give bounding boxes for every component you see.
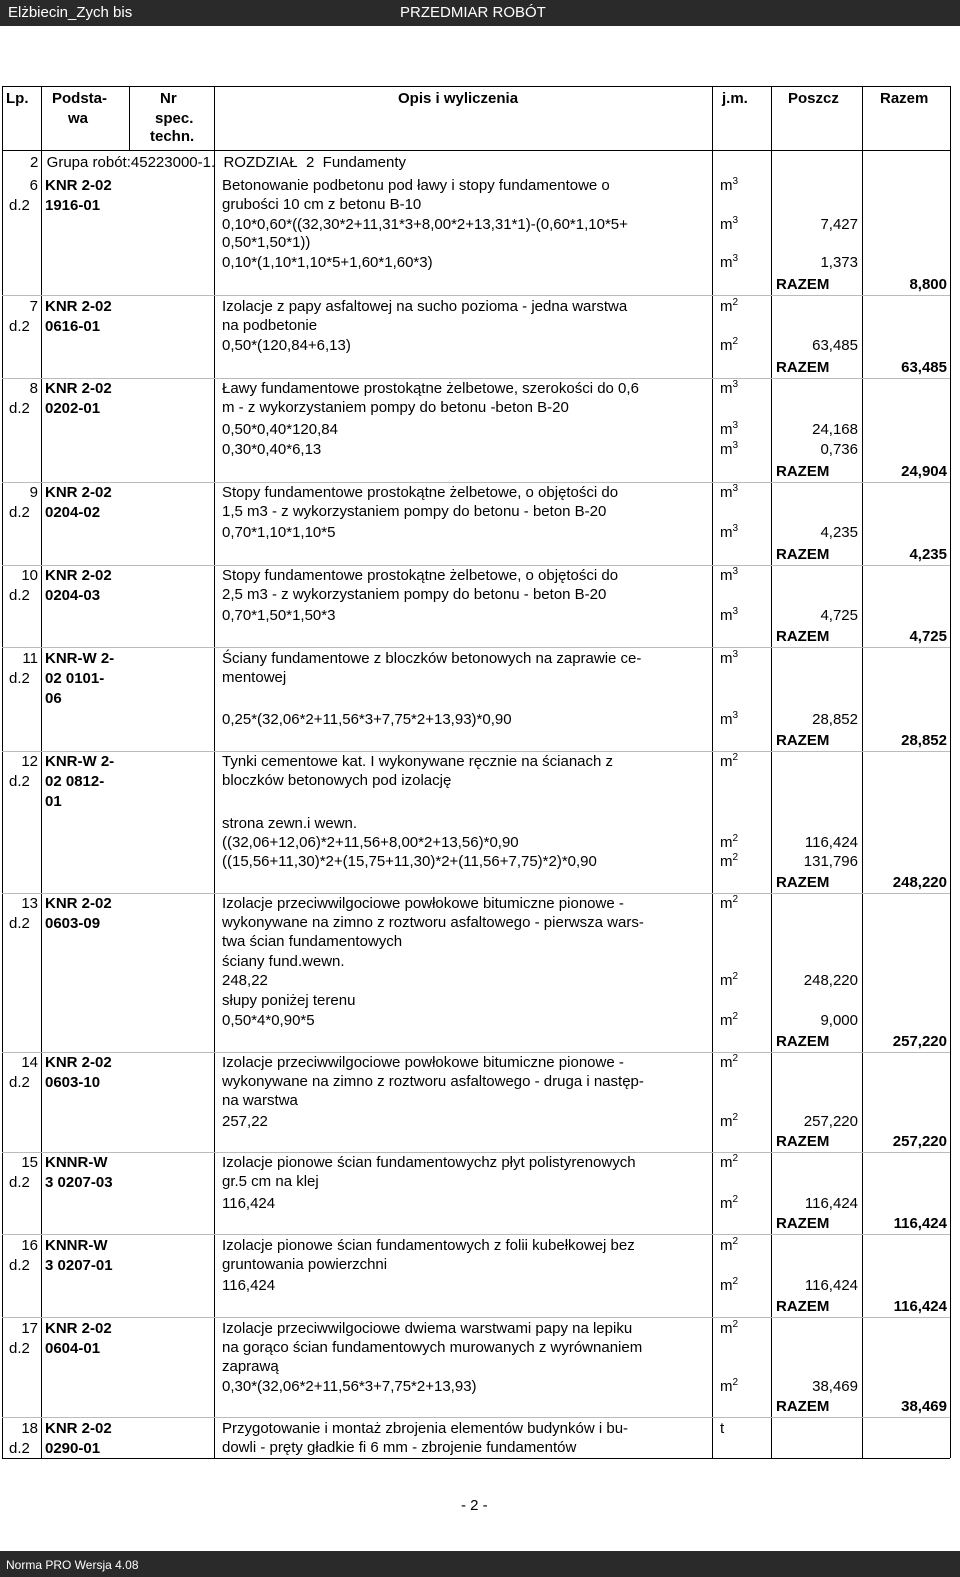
calc-value: 4,725 [820,607,858,624]
item-number: 8 [29,380,38,397]
row-separator [2,647,950,648]
calc-unit: $m^2$ [720,336,739,354]
item-description: Przygotowanie i montaż zbrojenia elementów budynków i bu- [222,1420,629,1437]
footer-bar [0,1551,960,1577]
calc-formula: 0,30*0,40*6,13 [222,441,322,458]
col-border [41,86,42,1458]
item-description: Stopy fundamentowe prostokątne żelbetowe, o objętości do [222,484,619,501]
item-unit: $m^3$ [720,649,739,667]
item-spec-code: KNR-W 2- [45,753,115,770]
item-unit: $m^2$ [720,1319,739,1337]
col-podstawa-header: Podsta- [52,90,108,107]
razem-label: RAZEM [776,1033,830,1050]
calc-formula: 0,50*(120,84+6,13) [222,337,351,354]
calc-formula: 116,424 [222,1195,276,1212]
table-top-border [2,86,950,87]
software-version: Norma PRO Wersja 4.08 [6,1558,139,1572]
item-spec-code: 3 0207-01 [45,1257,113,1274]
item-description: gruntowania powierzchni [222,1256,388,1273]
item-number: 17 [21,1320,38,1337]
calc-unit: $m^3$ [720,523,739,541]
calc-unit: $m^3$ [720,440,739,458]
razem-value: 4,725 [909,628,947,645]
razem-value: 116,424 [893,1298,947,1315]
item-spec-code: 0616-01 [45,318,101,335]
item-subsection: d.2 [9,670,30,687]
calc-formula: 0,70*1,50*1,50*3 [222,607,336,624]
item-description: Tynki cementowe kat. I wykonywane ręcznie na ścianach z [222,753,614,770]
calc-value: 24,168 [812,421,858,438]
item-unit: $m^2$ [720,1236,739,1254]
row-separator [2,482,950,483]
item-spec-code: KNR-W 2- [45,650,115,667]
calc-unit: $m^2$ [720,1112,739,1130]
item-spec-code: 3 0207-03 [45,1174,113,1191]
calc-formula: 248,22 [222,972,268,989]
item-description: twa ścian fundamentowych [222,933,403,950]
item-spec-code: 01 [45,793,62,810]
item-spec-code: 0204-03 [45,587,101,604]
item-description: grubości 10 cm z betonu B-10 [222,196,422,213]
col-lp-header: Lp. [6,90,29,107]
calc-value: 63,485 [812,337,858,354]
razem-label: RAZEM [776,463,830,480]
calc-formula: 0,50*4*0,90*5 [222,1012,315,1029]
item-description: Betonowanie podbetonu pod ławy i stopy fundamentowe o [222,177,610,194]
calc-value: 28,852 [812,711,858,728]
item-number: 6 [29,177,38,194]
item-spec-code: 0603-10 [45,1074,101,1091]
item-description: Ściany fundamentowe z bloczków betonowych na zaprawie ce- [222,650,642,667]
item-description: Izolacje z papy asfaltowej na sucho pozioma - jedna warstwa [222,298,628,315]
table-bottom-border [2,1458,950,1459]
col-poszcz-header: Poszcz [788,90,839,107]
col-nr-header: Nr [160,90,177,107]
item-spec-code: 1916-01 [45,197,101,214]
item-spec-code: KNR 2-02 [45,380,112,397]
item-description: na warstwa [222,1092,298,1109]
razem-label: RAZEM [776,276,830,293]
col-jm-header: j.m. [722,90,748,107]
row-separator [2,378,950,379]
razem-value: 257,220 [892,1133,947,1150]
razem-value: 248,220 [892,874,947,891]
item-spec-code: 02 0101- [45,670,105,687]
item-spec-code: 0202-01 [45,400,101,417]
item-description: na podbetonie [222,317,318,334]
razem-value: 116,424 [893,1215,947,1232]
row-separator [2,1234,950,1235]
item-unit: $m^3$ [720,483,739,501]
item-description: Izolacje pionowe ścian fundamentowychz płyt polistyrenowych [222,1154,636,1171]
calc-unit: $m^3$ [720,710,739,728]
razem-label: RAZEM [776,1133,830,1150]
item-subsection: d.2 [9,1440,30,1457]
item-spec-code: 02 0812- [45,773,105,790]
item-description: Izolacje przeciwwilgociowe dwiema warstwami papy na lepiku [222,1320,633,1337]
col-border [771,86,772,1458]
item-unit: $m^3$ [720,566,739,584]
calc-value: 7,427 [820,216,858,233]
col-nr-header-3: techn. [150,128,195,145]
item-number: 16 [21,1237,38,1254]
razem-value: 28,852 [901,732,947,749]
item-number: 9 [29,484,38,501]
calc-unit: $m^2$ [720,1377,739,1395]
item-number: 13 [21,895,38,912]
col-border [862,86,863,1458]
calc-formula: 0,50*1,50*1)) [222,234,311,251]
item-description: mentowej [222,669,287,686]
item-subsection: d.2 [9,1174,30,1191]
col-nr-header-2: spec. [155,110,194,127]
col-opis-header: Opis i wyliczenia [398,90,519,107]
item-description: wykonywane na zimno z roztworu asfaltowego - druga i następ- [222,1073,644,1090]
row-separator [2,295,950,296]
item-unit: $m^3$ [720,379,739,397]
razem-label: RAZEM [776,628,830,645]
calc-value: 9,000 [820,1012,858,1029]
item-description: Izolacje przeciwwilgociowe powłokowe bitumiczne pionowe - [222,895,624,912]
razem-label: RAZEM [776,1298,830,1315]
calc-value: 4,235 [820,524,858,541]
item-unit: $m^2$ [720,1153,739,1171]
calc-value: 257,220 [803,1113,858,1130]
col-border [214,86,215,1458]
project-name: Elżbiecin_Zych bis [8,4,133,21]
row-separator [2,1152,950,1153]
item-description: na gorąco ścian fundamentowych murowanych z wyrównaniem [222,1339,643,1356]
calc-formula: 116,424 [222,1277,276,1294]
razem-value: 38,469 [901,1398,947,1415]
calc-value: 1,373 [820,254,858,271]
item-number: 18 [21,1420,38,1437]
item-description: 2,5 m3 - z wykorzystaniem pompy do betonu - beton B-20 [222,586,607,603]
calc-value: 248,220 [803,972,858,989]
item-description: dowli - pręty gładkie fi 6 mm - zbrojenie fundamentów [222,1439,577,1456]
calc-formula: 0,30*(32,06*2+11,56*3+7,75*2+13,93) [222,1378,477,1395]
row-separator [2,1417,950,1418]
item-spec-code: KNR 2-02 [45,177,112,194]
razem-value: 63,485 [901,359,947,376]
item-number: 14 [21,1054,38,1071]
item-description: gr.5 cm na klej [222,1173,319,1190]
razem-label: RAZEM [776,1215,830,1232]
item-description: bloczków betonowych pod izolację [222,772,452,789]
calc-value: 131,796 [803,853,858,870]
calc-formula: 0,25*(32,06*2+11,56*3+7,75*2+13,93)*0,90 [222,711,512,728]
item-subsection: d.2 [9,197,30,214]
item-subsection: d.2 [9,587,30,604]
item-description: Izolacje pionowe ścian fundamentowych z folii kubełkowej bez [222,1237,635,1254]
row-separator [2,893,950,894]
calc-unit: $m^3$ [720,215,739,233]
calc-value: 38,469 [812,1378,858,1395]
calc-note: strona zewn.i wewn. [222,815,358,832]
item-spec-code: KNR 2-02 [45,298,112,315]
item-description: zaprawą [222,1358,279,1375]
calc-note: słupy poniżej terenu [222,992,356,1009]
item-unit: $m^2$ [720,752,739,770]
item-spec-code: KNR 2-02 [45,1054,112,1071]
item-subsection: d.2 [9,400,30,417]
calc-unit: $m^2$ [720,971,739,989]
razem-label: RAZEM [776,359,830,376]
item-unit: $m^2$ [720,894,739,912]
calc-formula: 257,22 [222,1113,268,1130]
item-spec-code: KNR 2-02 [45,895,112,912]
calc-unit: $m^3$ [720,253,739,271]
calc-value: 116,424 [804,1195,858,1212]
item-spec-code: 0204-02 [45,504,101,521]
calc-unit: $m^2$ [720,833,739,851]
razem-value: 8,800 [909,276,947,293]
item-subsection: d.2 [9,773,30,790]
item-unit: $m^2$ [720,297,739,315]
calc-note: ściany fund.wewn. [222,953,345,970]
row-separator [2,565,950,566]
razem-value: 257,220 [892,1033,947,1050]
calc-unit: $m^3$ [720,606,739,624]
col-border [129,86,130,150]
calc-value: 116,424 [804,834,858,851]
razem-label: RAZEM [776,1398,830,1415]
item-unit: $m^3$ [720,176,739,194]
razem-label: RAZEM [776,546,830,563]
calc-unit: $m^3$ [720,420,739,438]
item-subsection: d.2 [9,504,30,521]
calc-value: 0,736 [820,441,858,458]
page-number: - 2 - [461,1497,488,1514]
col-border [712,86,713,1458]
item-spec-code: KNR 2-02 [45,567,112,584]
item-subsection: d.2 [9,1074,30,1091]
col-podstawa-header-2: wa [68,110,89,127]
section-title: 2 Grupa robót:45223000-1. ROZDZIAŁ 2 Fundamenty [30,154,407,171]
item-number: 7 [29,298,38,315]
item-spec-code: 06 [45,690,62,707]
item-description: m - z wykorzystaniem pompy do betonu -beton B-20 [222,399,569,416]
row-separator [2,1317,950,1318]
calc-formula: ((32,06+12,06)*2+11,56+8,00*2+13,56)*0,90 [222,834,519,851]
razem-value: 4,235 [909,546,947,563]
calc-formula: 0,50*0,40*120,84 [222,421,338,438]
calc-unit: $m^2$ [720,852,739,870]
item-number: 10 [21,567,38,584]
item-spec-code: KNR 2-02 [45,484,112,501]
item-number: 12 [21,753,38,770]
item-subsection: d.2 [9,915,30,932]
item-spec-code: KNR 2-02 [45,1320,112,1337]
item-description: wykonywane na zimno z roztworu asfaltowego - pierwsza wars- [222,914,644,931]
item-unit: t [720,1420,725,1437]
item-description: Izolacje przeciwwilgociowe powłokowe bitumiczne pionowe - [222,1054,624,1071]
item-number: 15 [21,1154,38,1171]
item-spec-code: 0604-01 [45,1340,101,1357]
col-border [950,86,951,1458]
calc-unit: $m^2$ [720,1276,739,1294]
item-subsection: d.2 [9,318,30,335]
header-bottom-border [2,150,950,151]
item-spec-code: 0290-01 [45,1440,101,1457]
document-title: PRZEDMIAR ROBÓT [400,4,546,21]
calc-unit: $m^2$ [720,1011,739,1029]
item-description: Ławy fundamentowe prostokątne żelbetowe, szerokości do 0,6 [222,380,639,397]
item-description: Stopy fundamentowe prostokątne żelbetowe, o objętości do [222,567,619,584]
col-razem-header: Razem [880,90,929,107]
item-subsection: d.2 [9,1340,30,1357]
item-spec-code: KNNR-W [45,1154,108,1171]
item-spec-code: KNNR-W [45,1237,108,1254]
row-separator [2,751,950,752]
item-description: 1,5 m3 - z wykorzystaniem pompy do betonu - beton B-20 [222,503,607,520]
razem-label: RAZEM [776,874,830,891]
calc-unit: $m^2$ [720,1194,739,1212]
item-unit: $m^2$ [720,1053,739,1071]
calc-formula: ((15,56+11,30)*2+(15,75+11,30)*2+(11,56+7,75)*2)*0,90 [222,853,597,870]
razem-value: 24,904 [901,463,947,480]
calc-formula: 0,10*(1,10*1,10*5+1,60*1,60*3) [222,254,433,271]
razem-label: RAZEM [776,732,830,749]
item-subsection: d.2 [9,1257,30,1274]
calc-value: 116,424 [804,1277,858,1294]
item-spec-code: 0603-09 [45,915,101,932]
calc-formula: 0,70*1,10*1,10*5 [222,524,336,541]
item-spec-code: KNR 2-02 [45,1420,112,1437]
item-number: 11 [22,650,38,667]
row-separator [2,1052,950,1053]
window-header [0,0,960,26]
calc-formula: 0,10*0,60*((32,30*2+11,31*3+8,00*2+13,31*1)-(0,60*1,10*5+ [222,216,628,233]
